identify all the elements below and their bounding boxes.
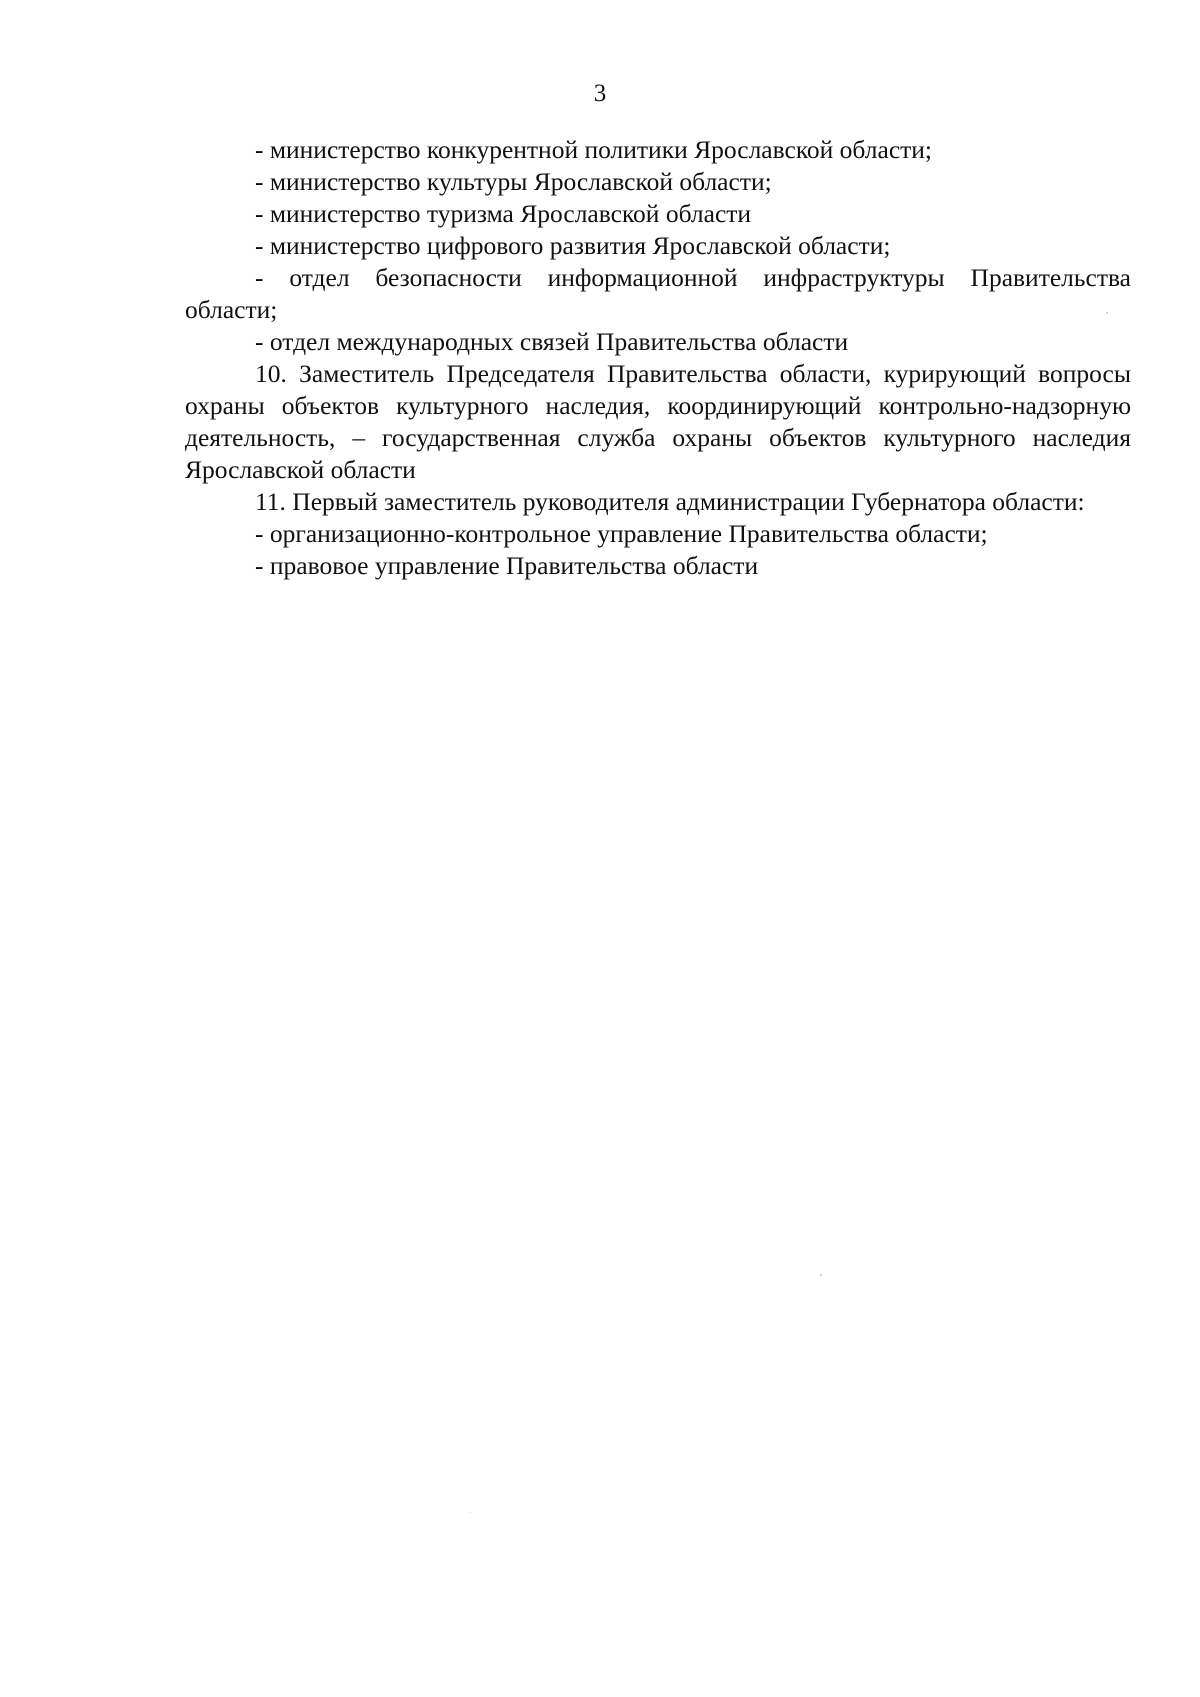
paragraph-11: 11. Первый заместитель руководителя администрации Губернатора области: [255,487,1085,516]
document-body [185,134,1131,582]
list-item-ministry-culture: - министерство культуры Ярославской области; [255,167,772,196]
list-item-ministry-tourism: - министерство туризма Ярославской области [255,199,752,228]
list-item-ministry-competition: - министерство конкурентной политики Ярославской области; [255,135,933,164]
scan-speck [820,1274,822,1276]
scan-speck [1106,312,1108,314]
list-item-dept-international: - отдел международных связей Правительства области [255,327,849,356]
list-item-legal: - правовое управление Правительства области [255,551,759,580]
page-number: 3 [593,80,607,107]
list-item-org-control: - организационно-контрольное управление Правительства области; [255,519,988,548]
paragraph-10: 10. Заместитель Председателя Правительства области, курирующий вопросы охраны объектов культурного наследия, координирующий контрольно-надзорную деятельность, – государственная служба охраны объектов культурного наследия Ярославской области [185,359,1131,484]
list-item-ministry-digital: - министерство цифрового развития Ярославской области; [255,231,891,260]
scan-speck [470,1512,471,1513]
list-item-dept-infosecurity: - отдел безопасности информационной инфраструктуры Правительства области; [185,263,1131,324]
